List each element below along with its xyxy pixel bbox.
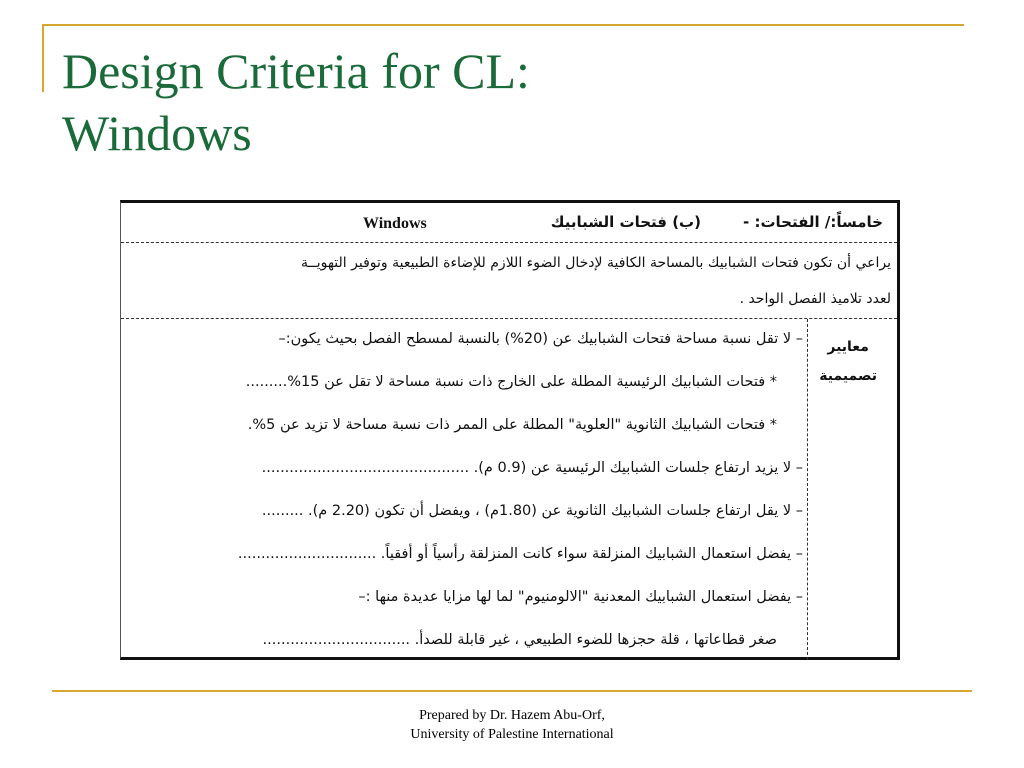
list-item: * فتحات الشبابيك الثانوية "العلوية" المطلة على الممر ذات نسبة مساحة لا تزيد عن 5%. (247, 417, 777, 433)
intro-row (121, 243, 897, 319)
list-item: – يفضل استعمال الشبابيك المعدنية "الالومنيوم" لما لها مزايا عديدة منها :– (358, 589, 803, 605)
list-item: – لا يزيد ارتفاع جلسات الشبابيك الرئيسية عن (0.9 م). ............................................. (261, 460, 803, 476)
footer (0, 706, 1024, 744)
list-item: * فتحات الشبابيك الرئيسية المطلة على الخارج ذات نسبة مساحة لا تقل عن 15%......... (245, 374, 777, 390)
list-item: – لا تقل نسبة مساحة فتحات الشبابيك عن (20%) بالنسبة لمسطح الفصل بحيث يكون:– (278, 331, 803, 347)
bottom-accent-rule (52, 690, 972, 692)
footer-institution: University of Palestine International (410, 727, 614, 742)
header-english: Windows (363, 215, 427, 232)
windows-criteria-table (120, 200, 900, 660)
intro-line-2: لعدد تلاميذ الفصل الواحد . (739, 291, 891, 307)
left-accent-rule (42, 24, 44, 92)
list-item: صغر قطاعاتها ، قلة حجزها للضوء الطبيعي ، غير قابلة للصدأ. ................................ (262, 632, 777, 648)
criteria-label: معايير تصميمية (819, 339, 877, 384)
intro-line-1: يراعي أن تكون فتحات الشبابيك بالمساحة الكافية لإدخال الضوء اللازم للإضاءة الطبيعية وتوفير التهويــة (301, 255, 891, 271)
top-accent-rule (42, 24, 964, 26)
list-item: – لا يقل ارتفاع جلسات الشبابيك الثانوية عن (1.80م) ، ويفضل أن تكون (2.20 م). ......... (261, 503, 803, 519)
criteria-label-cell (807, 319, 897, 660)
header-subsection-ar: (ب) فتحات الشبابيك (550, 213, 701, 231)
table-header-row (121, 203, 897, 243)
list-item: – يفضل استعمال الشبابيك المنزلقة سواء كانت المنزلقة رأسياً أو أفقياً. .............................. (237, 546, 803, 562)
slide-title: Design Criteria for CL: Windows (62, 43, 530, 161)
footer-author: Prepared by Dr. Hazem Abu-Orf, (419, 708, 605, 723)
criteria-items (121, 319, 811, 660)
header-section-ar: خامساً:/ الفتحات: - (743, 213, 883, 231)
